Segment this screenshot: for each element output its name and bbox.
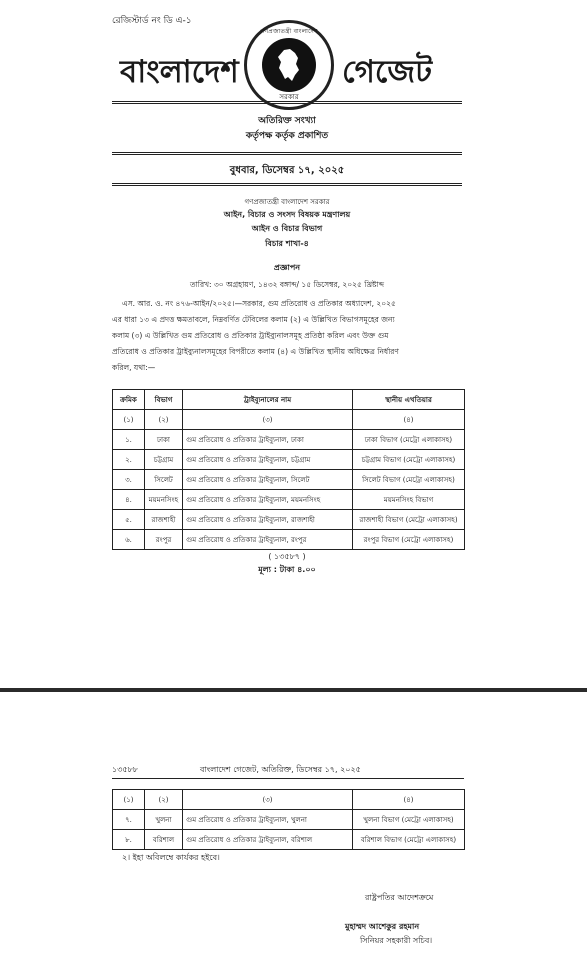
- table-row: [113, 450, 465, 470]
- serial-cell: ৪.: [113, 490, 145, 510]
- branch-name: বিচার শাখা-৪: [265, 239, 309, 248]
- tribunal-cell: গুম প্রতিরোধ ও প্রতিকার ট্রাইব্যুনাল, ঢাকা: [183, 430, 353, 450]
- date-rule-bottom: [112, 183, 462, 186]
- tribunal-table-continued: [112, 789, 465, 850]
- running-header: বাংলাদেশ গেজেট, অতিরিক্ত, ডিসেম্বর ১৭, ২০২৫: [200, 765, 361, 774]
- jurisdiction-cell: রংপুর বিভাগ (মেট্রো এলাকাসহ): [353, 530, 465, 550]
- table-row: [113, 510, 465, 530]
- body-line: কলাম (৩) এ উল্লিখিত গুম প্রতিরোধ ও প্রতিকার ট্রাইব্যুনালসমূহ প্রতিষ্ঠা করিল এবং উক্ত গুম: [112, 331, 389, 340]
- body-line: প্রতিরোধ ও প্রতিকার ট্রাইব্যুনালসমূহের বিপরীতে কলাম (৪) এ উল্লিখিত স্থানীয় অধিক্ষেত্র নির্ধারণ: [112, 347, 399, 356]
- table-colnum-row: [113, 410, 465, 430]
- division-cell: চট্টগ্রাম: [145, 450, 183, 470]
- notification-date: তারিখ: ৩০ অগ্রহায়ণ, ১৪৩২ বঙ্গাব্দ/ ১৫ ডিসেম্বর, ২০২৫ খ্রিষ্টাব্দ: [190, 280, 384, 289]
- division-cell: রংপুর: [145, 530, 183, 550]
- signatory-name: মুহাম্মদ আশেকুর রহমান: [345, 922, 420, 931]
- jurisdiction-cell: সিলেট বিভাগ (মেট্রো এলাকাসহ): [353, 470, 465, 490]
- page-number: ১৩৫৮৮: [112, 765, 138, 774]
- division-cell: ময়মনসিংহ: [145, 490, 183, 510]
- colnum: (৩): [183, 410, 353, 430]
- government-name: গণপ্রজাতন্ত্রী বাংলাদেশ সরকার: [244, 198, 330, 206]
- extraordinary-label: অতিরিক্ত সংখ্যা: [258, 116, 316, 126]
- colnum: (২): [145, 410, 183, 430]
- table-row: [113, 430, 465, 450]
- jurisdiction-cell: ময়মনসিংহ বিভাগ: [353, 490, 465, 510]
- date-rule-top: [112, 152, 462, 155]
- running-header-rule: [112, 778, 464, 779]
- header-jurisdiction: স্থানীয় এখতিয়ার: [353, 390, 465, 410]
- serial-cell: ৬.: [113, 530, 145, 550]
- serial-cell: ১.: [113, 430, 145, 450]
- notification-body: [112, 296, 464, 376]
- table-row: [113, 530, 465, 550]
- jurisdiction-cell: ঢাকা বিভাগ (মেট্রো এলাকাসহ): [353, 430, 465, 450]
- price-label: মূল্য : টাকা ৪.০০: [258, 565, 316, 574]
- table-row: [113, 810, 465, 830]
- clause-2: ২। ইহা অবিলম্বে কার্যকর হইবে।: [122, 853, 220, 862]
- jurisdiction-cell: খুলনা বিভাগ (মেট্রো এলাকাসহ): [353, 810, 465, 830]
- tribunal-cell: গুম প্রতিরোধ ও প্রতিকার ট্রাইব্যুনাল, খুলনা: [183, 810, 353, 830]
- division-cell: খুলনা: [145, 810, 183, 830]
- serial-cell: ৮.: [113, 830, 145, 850]
- table-row: [113, 490, 465, 510]
- tribunal-table: [112, 389, 465, 550]
- header-division: বিভাগ: [145, 390, 183, 410]
- division-name: আইন ও বিচার বিভাগ: [251, 224, 323, 233]
- by-order-label: রাষ্ট্রপতির আদেশক্রমে: [365, 893, 434, 902]
- serial-cell: ২.: [113, 450, 145, 470]
- masthead-right: গেজেট: [342, 54, 432, 90]
- issue-date: বুধবার, ডিসেম্বর ১৭, ২০২৫: [229, 165, 345, 176]
- seal-text-bottom: সরকার: [279, 93, 299, 101]
- serial-cell: ৭.: [113, 810, 145, 830]
- tribunal-cell: গুম প্রতিরোধ ও প্রতিকার ট্রাইব্যুনাল, রাজশাহী: [183, 510, 353, 530]
- table-colnum-row: [113, 790, 465, 810]
- jurisdiction-cell: রাজশাহী বিভাগ (মেট্রো এলাকাসহ): [353, 510, 465, 530]
- colnum: (২): [145, 790, 183, 810]
- body-line: এস. আর. ও. নং ৪৭৬-আইন/২০২৫।—সরকার, গুম প্রতিরোধ ও প্রতিকার অধ্যাদেশ, ২০২৫: [122, 299, 396, 308]
- masthead-left: বাংলাদেশ: [120, 54, 239, 90]
- published-by-label: কর্তৃপক্ষ কর্তৃক প্রকাশিত: [245, 131, 329, 141]
- tribunal-cell: গুম প্রতিরোধ ও প্রতিকার ট্রাইব্যুনাল, রংপুর: [183, 530, 353, 550]
- page-code: ( ১৩৫৮৭ ): [268, 552, 306, 561]
- division-cell: বরিশাল: [145, 830, 183, 850]
- colnum: (৩): [183, 790, 353, 810]
- tribunal-cell: গুম প্রতিরোধ ও প্রতিকার ট্রাইব্যুনাল, সিলেট: [183, 470, 353, 490]
- tribunal-cell: গুম প্রতিরোধ ও প্রতিকার ট্রাইব্যুনাল, ময়মনসিংহ: [183, 490, 353, 510]
- ministry-name: আইন, বিচার ও সংসদ বিষয়ক মন্ত্রণালয়: [223, 210, 351, 219]
- colnum: (৪): [353, 410, 465, 430]
- government-seal-icon: [244, 20, 334, 110]
- division-cell: ঢাকা: [145, 430, 183, 450]
- jurisdiction-cell: চট্টগ্রাম বিভাগ (মেট্রো এলাকাসহ): [353, 450, 465, 470]
- body-line: এর ধারা ১৩ এ প্রদত্ত ক্ষমতাবলে, নিম্নবর্ণিত টেবিলের কলাম (২) এ উল্লিখিত বিভাগসমূহের জন্য: [112, 315, 395, 324]
- table-header-row: [113, 390, 465, 410]
- registration-number: রেজিস্টার্ড নং ডি এ-১: [112, 16, 192, 26]
- serial-cell: ৫.: [113, 510, 145, 530]
- colnum: (৪): [353, 790, 465, 810]
- serial-cell: ৩.: [113, 470, 145, 490]
- tribunal-cell: গুম প্রতিরোধ ও প্রতিকার ট্রাইব্যুনাল, বরিশাল: [183, 830, 353, 850]
- table-row: [113, 830, 465, 850]
- colnum: (১): [113, 790, 145, 810]
- bangladesh-map-icon: [276, 48, 302, 82]
- seal-text-top: গণপ্রজাতন্ত্রী বাংলাদেশ: [260, 28, 318, 35]
- body-line: করিল, যথা:—: [112, 363, 156, 372]
- division-cell: সিলেট: [145, 470, 183, 490]
- jurisdiction-cell: বরিশাল বিভাগ (মেট্রো এলাকাসহ): [353, 830, 465, 850]
- header-tribunal: ট্রাইব্যুনালের নাম: [183, 390, 353, 410]
- tribunal-cell: গুম প্রতিরোধ ও প্রতিকার ট্রাইব্যুনাল, চট্টগ্রাম: [183, 450, 353, 470]
- colnum: (১): [113, 410, 145, 430]
- division-cell: রাজশাহী: [145, 510, 183, 530]
- signatory-title: সিনিয়র সহকারী সচিব।: [360, 936, 433, 945]
- table-row: [113, 470, 465, 490]
- masthead-rule: [112, 101, 462, 104]
- notification-title: প্রজ্ঞাপন: [273, 263, 301, 272]
- header-serial: ক্রমিক: [113, 390, 145, 410]
- page-divider: [0, 688, 587, 692]
